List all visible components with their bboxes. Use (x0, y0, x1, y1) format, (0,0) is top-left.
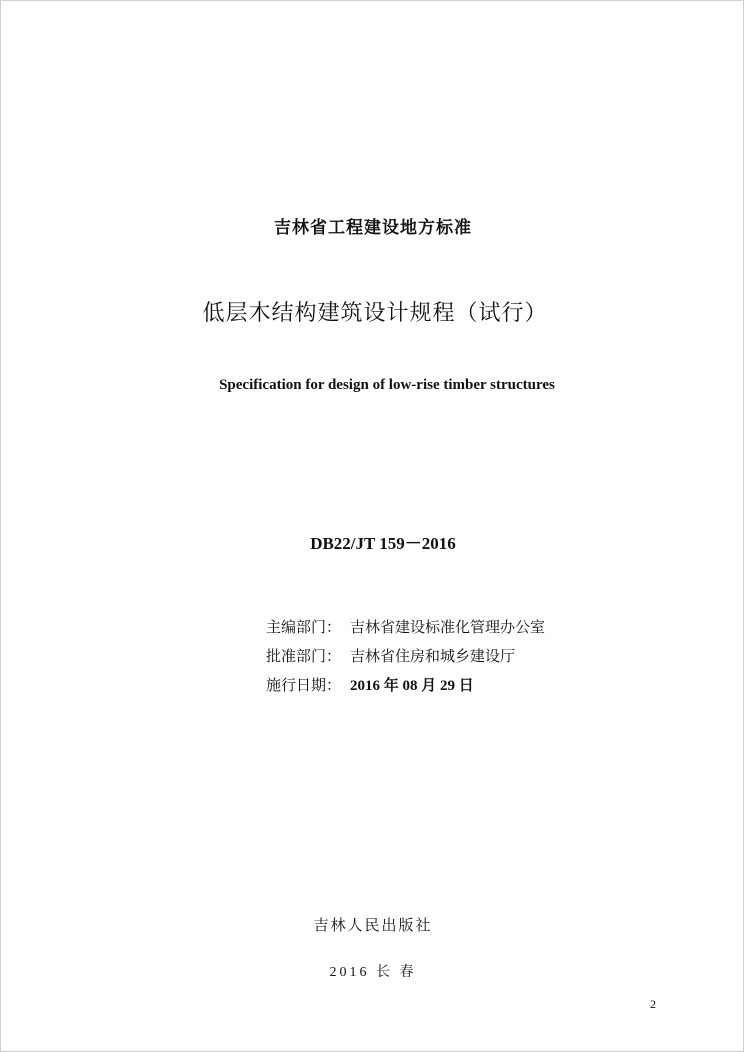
page-number: 2 (650, 997, 656, 1011)
document-title-english: Specification for design of low-rise timber structures (219, 377, 555, 393)
info-value: 2016 年 08 月 29 日 (350, 678, 474, 694)
standard-code: DB22/JT 159－2016 (310, 534, 456, 553)
info-row-effective-date (266, 671, 545, 701)
publication-year-place: 2016 长 春 (329, 965, 417, 980)
document-title: 低层木结构建筑设计规程（试行） (202, 301, 548, 326)
info-label: 主编部门： (266, 618, 342, 636)
info-label: 批准部门： (266, 647, 342, 665)
publisher-name: 吉林人民出版社 (313, 916, 433, 934)
info-row-editor (266, 613, 545, 642)
info-label: 施行日期： (266, 676, 342, 694)
info-value: 吉林省建设标准化管理办公室 (350, 618, 546, 636)
standard-series-label: 吉林省工程建设地方标准 (274, 218, 472, 238)
issuing-info (266, 613, 545, 701)
info-row-approver (266, 642, 545, 671)
info-value: 吉林省住房和城乡建设厅 (350, 647, 516, 665)
